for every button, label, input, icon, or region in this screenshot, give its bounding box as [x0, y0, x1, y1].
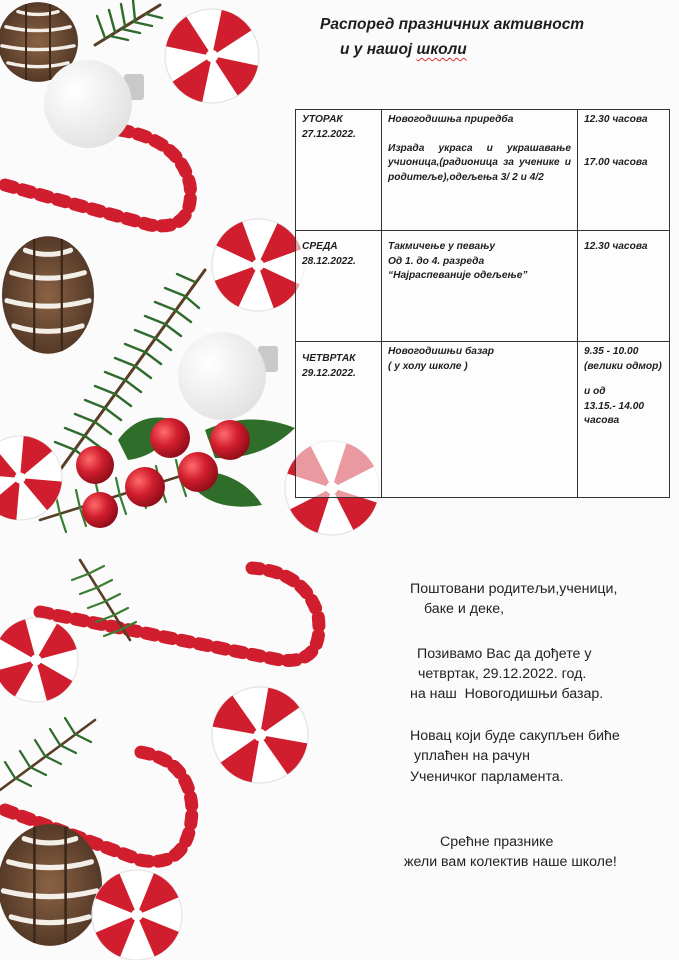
table-row	[296, 342, 670, 498]
ornament-ball-icon	[178, 332, 278, 420]
day-date: 27.12.2022.	[302, 128, 356, 140]
time-cell	[578, 110, 670, 231]
time-text: 9.35 - 10.00	[584, 346, 639, 357]
pine-cone-icon	[2, 236, 94, 354]
day-name: УТОРАК	[302, 114, 343, 125]
time-text: часова	[584, 415, 620, 426]
time-text: 13.15.- 14.00	[584, 400, 645, 412]
activity-text: Новогодишњи базар	[388, 346, 495, 357]
money-line-1: Новац који буде сакупљен биће	[410, 728, 620, 744]
time-cell	[578, 231, 670, 342]
schedule-table	[295, 109, 670, 498]
day-name: ЧЕТВРТАК	[302, 353, 356, 364]
money-line-3: Ученичког парламента.	[410, 769, 564, 785]
table-row	[296, 110, 670, 231]
money-line-2: уплаћен на рачун	[414, 748, 530, 764]
day-cell	[296, 231, 382, 342]
title-line-2	[320, 37, 660, 62]
pine-cone-icon	[0, 824, 102, 946]
pine-branch-icon	[95, 0, 162, 45]
table-row	[296, 231, 670, 342]
activity-cell	[382, 110, 578, 231]
closing-line-1: Срећне празнике	[440, 834, 554, 850]
day-date: 29.12.2022.	[302, 367, 356, 379]
greeting-line-2: баке и деке,	[424, 601, 505, 617]
day-cell	[296, 110, 382, 231]
title-line-1: Распоред празничних активност	[320, 16, 585, 33]
title-line-2-prefix: и у нашој	[340, 41, 417, 58]
page-title	[320, 12, 660, 62]
day-name: СРЕДА	[302, 241, 338, 252]
peppermint-candy-icon	[0, 432, 66, 523]
activity-text: Такмичење у певању	[388, 241, 496, 252]
greeting-line-1: Поштовани родитељи,ученици,	[410, 581, 618, 597]
title-line-2-word: школи	[416, 41, 467, 58]
time-text: 12.30 часова	[584, 241, 648, 252]
activity-text: Новогодишња приредба	[388, 114, 514, 125]
time-cell	[578, 342, 670, 498]
peppermint-candy-icon	[156, 0, 267, 111]
closing-line-2: жели вам колектив наше школе!	[404, 854, 617, 870]
time-text: 12.30 часова	[584, 114, 648, 125]
activity-text: ( у холу школе )	[388, 360, 468, 372]
activity-cell	[382, 342, 578, 498]
invite-line-2: четвртак, 29.12.2022. год.	[418, 666, 587, 682]
pine-branch-icon	[0, 718, 95, 790]
invite-line-3: на наш Новогодишњи базар.	[410, 686, 604, 702]
time-text: 17.00 часова	[584, 156, 648, 168]
activity-text: “Најраспеваније одељење”	[388, 270, 528, 281]
peppermint-candy-icon	[204, 679, 315, 790]
invite-line-1: Позивамо Вас да дођете у	[417, 646, 592, 662]
candy-cane-icon	[40, 568, 319, 660]
activity-text: Израда украса и украшавање учионица,(радионица за ученике и родитеље),одељења 3/ 2 и 4/2	[388, 142, 571, 183]
berries-icon	[76, 418, 250, 528]
activity-cell	[382, 231, 578, 342]
day-cell	[296, 342, 382, 498]
activity-text: Од 1. до 4. разреда	[388, 255, 485, 267]
time-text: и од	[584, 386, 606, 397]
time-text: (велики одмор)	[584, 360, 662, 372]
day-date: 28.12.2022.	[302, 255, 356, 267]
